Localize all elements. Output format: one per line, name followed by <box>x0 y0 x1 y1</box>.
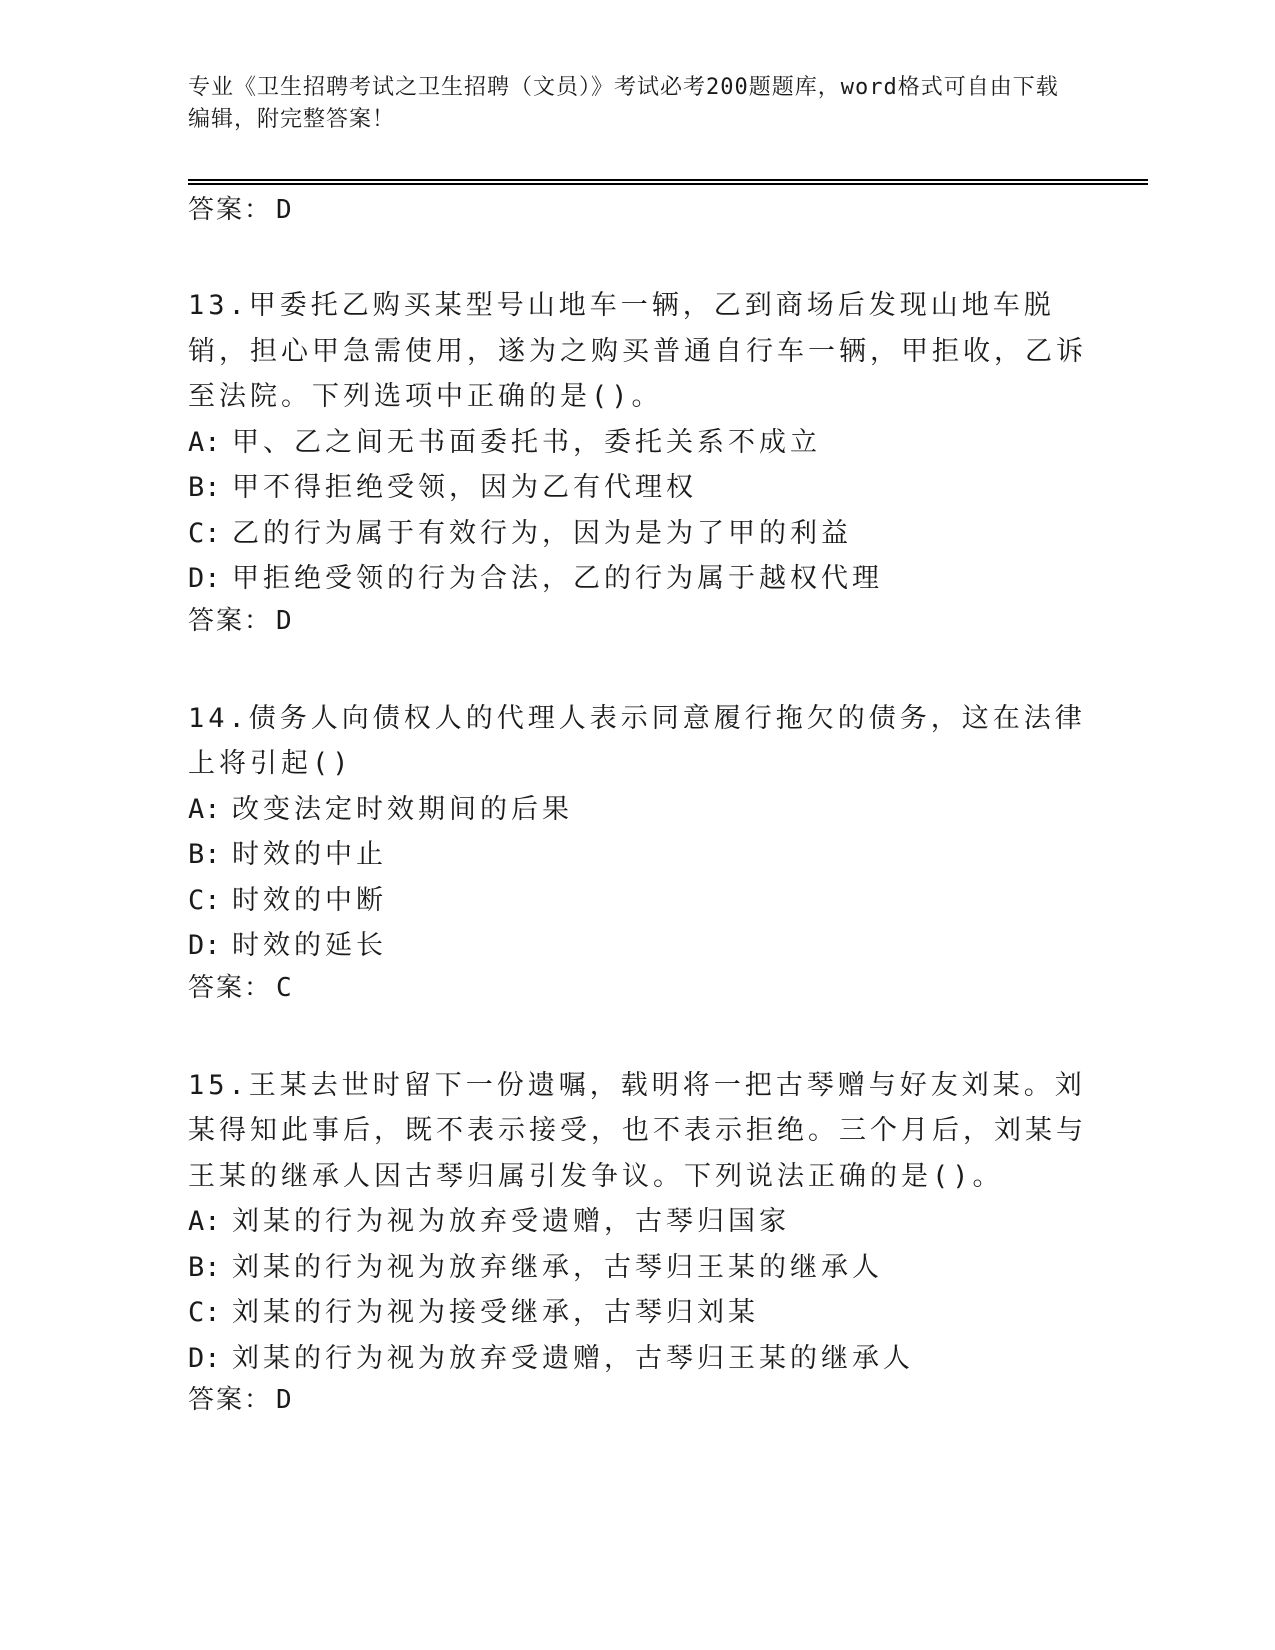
question-stem: 13.甲委托乙购买某型号山地车一辆，乙到商场后发现山地车脱销，担心甲急需使用，遂为之购买普通自行车一辆，甲拒收，乙诉至法院。下列选项中正确的是()。 <box>188 290 1087 412</box>
option-text: 甲、乙之间无书面委托书，委托关系不成立 <box>232 426 821 458</box>
option-text: 甲不得拒绝受领，因为乙有代理权 <box>232 472 697 503</box>
option-text: 甲拒绝受领的行为合法，乙的行为属于越权代理 <box>232 563 883 594</box>
option-text: 乙的行为属于有效行为，因为是为了甲的利益 <box>232 517 852 549</box>
option-text: 刘某的行为视为放弃继承，古琴归王某的继承人 <box>232 1251 883 1283</box>
option-c <box>188 511 1088 557</box>
option-key: B: <box>188 839 221 870</box>
answer-value: D <box>276 195 292 225</box>
option-key: B: <box>188 1251 221 1283</box>
option-a <box>188 787 1088 833</box>
option-c <box>188 1290 1088 1336</box>
question-15 <box>188 1063 1088 1418</box>
option-text: 时效的中断 <box>232 884 387 916</box>
option-key: D: <box>188 563 221 594</box>
question-stem: 14.债务人向债权人的代理人表示同意履行拖欠的债务，这在法律上将引起() <box>188 702 1086 779</box>
option-text: 刘某的行为视为放弃受遗赠，古琴归国家 <box>232 1206 790 1237</box>
option-text: 刘某的行为视为放弃受遗赠，古琴归王某的继承人 <box>232 1342 914 1374</box>
answer-value: D <box>276 1385 292 1415</box>
option-key: A: <box>188 793 221 825</box>
answer-value: D <box>276 605 292 636</box>
option-key: A: <box>188 426 221 458</box>
answer-value: C <box>276 972 292 1003</box>
option-b <box>188 832 1088 878</box>
option-key: C: <box>188 1297 221 1328</box>
option-b <box>188 465 1088 511</box>
answer-label: 答案： <box>188 195 273 225</box>
header-rule-bottom <box>188 183 1148 185</box>
answer-line <box>188 193 1088 227</box>
option-key: C: <box>188 884 221 916</box>
answer-line <box>188 1383 1088 1417</box>
option-key: D: <box>188 1342 221 1374</box>
document-header: 专业《卫生招聘考试之卫生招聘（文员）》考试必考200题题库，word格式可自由下载编辑，附完整答案！ <box>188 75 1059 132</box>
option-a <box>188 1199 1088 1245</box>
answer-label: 答案： <box>188 1385 273 1415</box>
option-d <box>188 1336 1088 1382</box>
option-text: 时效的延长 <box>232 930 387 961</box>
question-14 <box>188 696 1088 1005</box>
option-text: 时效的中止 <box>232 839 387 870</box>
option-key: A: <box>188 1206 221 1237</box>
option-text: 改变法定时效期间的后果 <box>232 793 573 825</box>
option-d <box>188 923 1088 969</box>
header-rule-top <box>188 179 1148 181</box>
option-b <box>188 1245 1088 1291</box>
option-key: C: <box>188 517 221 549</box>
answer-label: 答案： <box>188 972 273 1003</box>
answer-label: 答案： <box>188 605 273 636</box>
option-d <box>188 556 1088 602</box>
question-13 <box>188 283 1088 638</box>
answer-line <box>188 604 1088 638</box>
option-c <box>188 878 1088 924</box>
option-key: B: <box>188 472 221 503</box>
option-a <box>188 420 1088 466</box>
option-text: 刘某的行为视为接受继承，古琴归刘某 <box>232 1297 759 1328</box>
document-body <box>188 193 1088 1417</box>
question-stem: 15.王某去世时留下一份遗嘱，载明将一把古琴赠与好友刘某。刘某得知此事后，既不表示接受，也不表示拒绝。三个月后，刘某与王某的继承人因古琴归属引发争议。下列说法正确的是()。 <box>188 1069 1087 1192</box>
option-key: D: <box>188 930 221 961</box>
answer-line <box>188 971 1088 1005</box>
